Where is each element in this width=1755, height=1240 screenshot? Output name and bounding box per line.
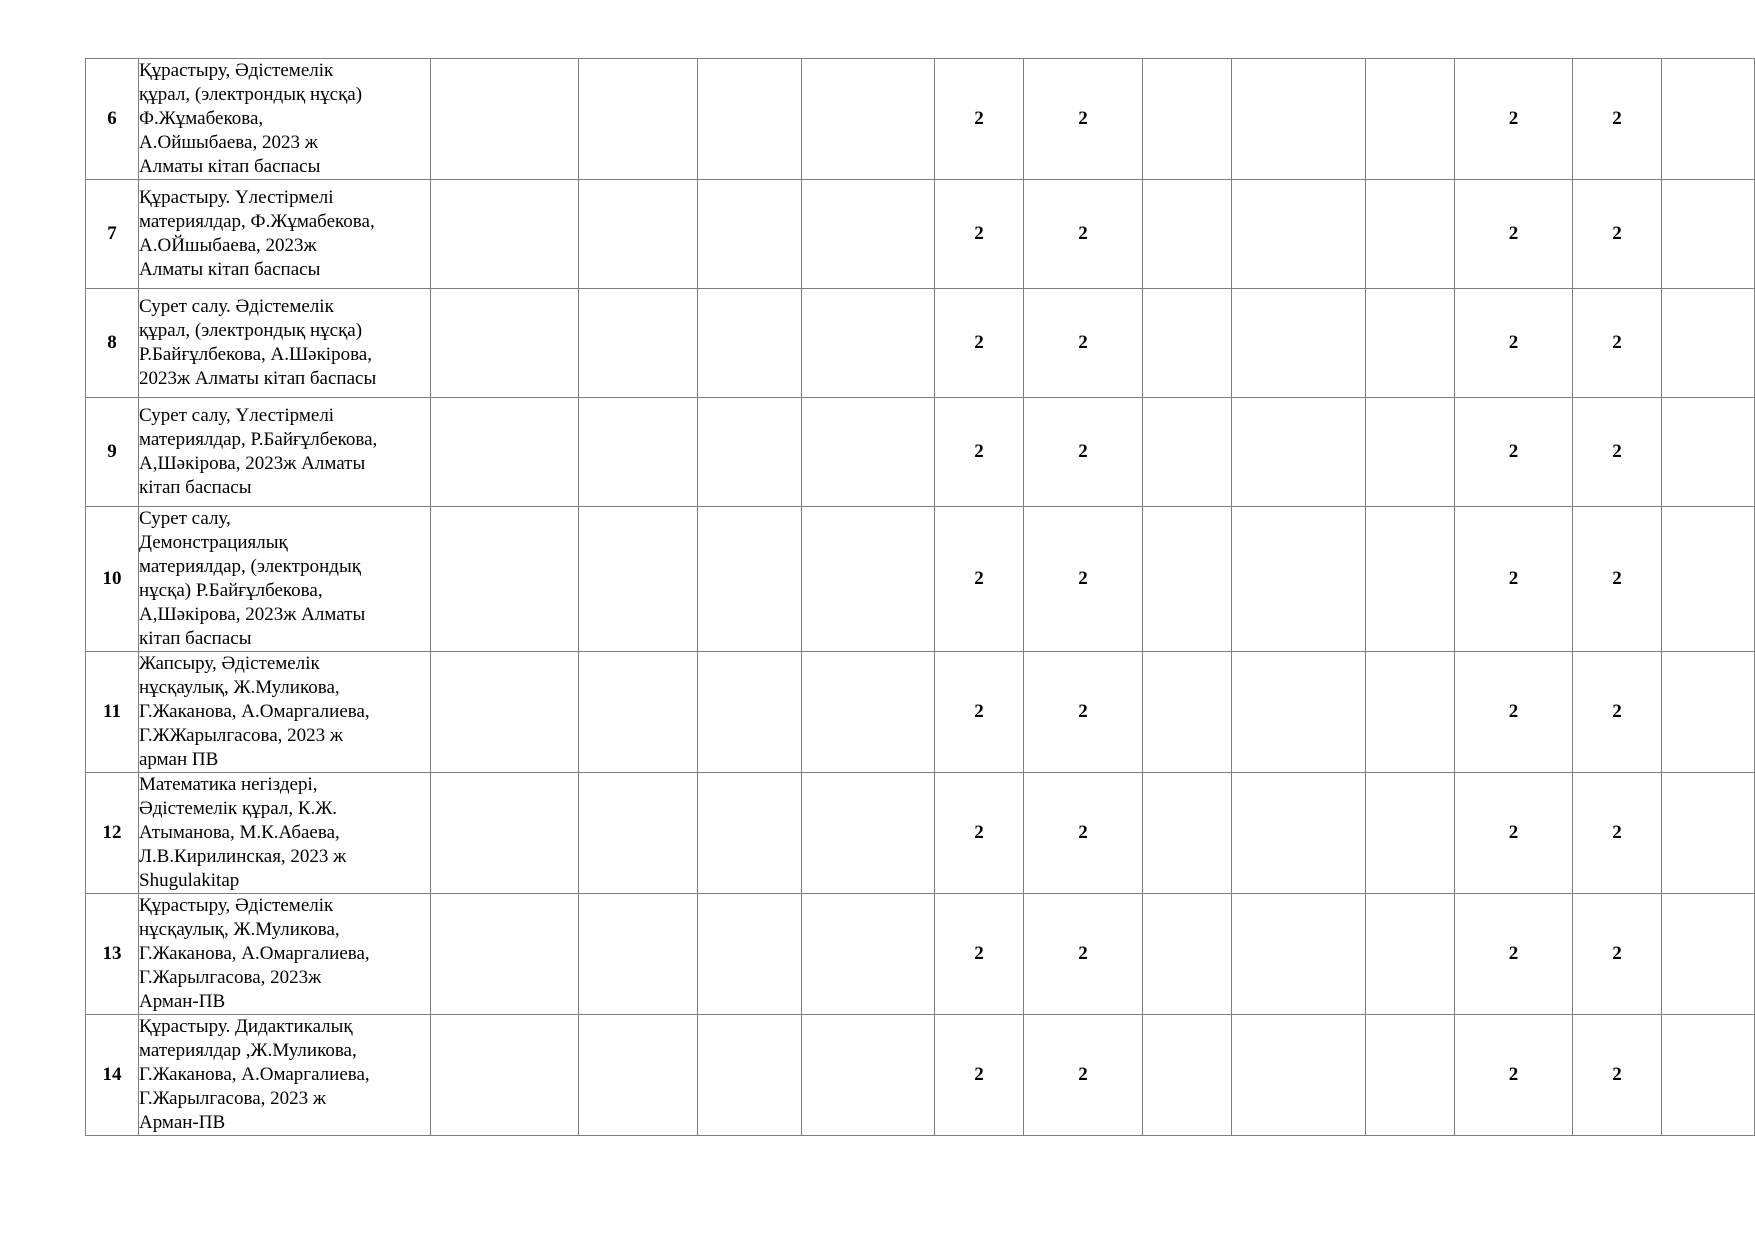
quantity-cell: 2 xyxy=(1455,180,1573,289)
empty-cell xyxy=(802,1015,935,1136)
empty-cell xyxy=(431,894,579,1015)
empty-cell xyxy=(1143,773,1232,894)
empty-cell xyxy=(802,59,935,180)
quantity-cell: 2 xyxy=(1573,894,1662,1015)
empty-cell xyxy=(1232,1015,1366,1136)
empty-cell xyxy=(1366,398,1455,507)
table-row xyxy=(86,59,1755,180)
empty-cell xyxy=(1662,59,1755,180)
empty-cell xyxy=(1143,398,1232,507)
empty-cell xyxy=(1366,59,1455,180)
materials-table xyxy=(85,58,1755,1136)
row-description: Құрастыру, Әдістемелік нұсқаулық, Ж.Муликова, Г.Жаканова, А.Омаргалиева, Г.Жарылгасова, 2023ж Арман-ПВ xyxy=(139,894,431,1015)
empty-cell xyxy=(1143,507,1232,652)
row-description: Құрастыру, Әдістемелік құрал, (электрондық нұсқа) Ф.Жұмабекова, А.Ойшыбаева, 2023 ж Алматы кітап баспасы xyxy=(139,59,431,180)
empty-cell xyxy=(802,289,935,398)
row-description: Сурет салу, Демонстрациялық материялдар, (электрондық нұсқа) Р.Байғұлбекова, А,Шәкірова, 2023ж Алматы кітап баспасы xyxy=(139,507,431,652)
empty-cell xyxy=(1232,507,1366,652)
empty-cell xyxy=(1232,773,1366,894)
row-description: Жапсыру, Әдістемелік нұсқаулық, Ж.Муликова, Г.Жаканова, А.Омаргалиева, Г.ЖЖарылгасова, 2023 ж арман ПВ xyxy=(139,652,431,773)
table-row xyxy=(86,773,1755,894)
empty-cell xyxy=(579,398,698,507)
empty-cell xyxy=(431,507,579,652)
quantity-cell: 2 xyxy=(1024,398,1143,507)
empty-cell xyxy=(1662,652,1755,773)
empty-cell xyxy=(579,1015,698,1136)
quantity-cell: 2 xyxy=(935,59,1024,180)
empty-cell xyxy=(431,59,579,180)
empty-cell xyxy=(1366,652,1455,773)
empty-cell xyxy=(1662,398,1755,507)
empty-cell xyxy=(1143,652,1232,773)
empty-cell xyxy=(1366,894,1455,1015)
row-description: Сурет салу, Үлестірмелі материялдар, Р.Байғұлбекова, А,Шәкірова, 2023ж Алматы кітап баспасы xyxy=(139,398,431,507)
quantity-cell: 2 xyxy=(1024,1015,1143,1136)
table-row xyxy=(86,180,1755,289)
quantity-cell: 2 xyxy=(1573,1015,1662,1136)
empty-cell xyxy=(1232,894,1366,1015)
empty-cell xyxy=(698,773,802,894)
table-row xyxy=(86,1015,1755,1136)
empty-cell xyxy=(698,507,802,652)
empty-cell xyxy=(431,289,579,398)
table-row xyxy=(86,652,1755,773)
empty-cell xyxy=(1143,1015,1232,1136)
quantity-cell: 2 xyxy=(1455,398,1573,507)
empty-cell xyxy=(431,773,579,894)
empty-cell xyxy=(579,180,698,289)
quantity-cell: 2 xyxy=(1573,180,1662,289)
quantity-cell: 2 xyxy=(1573,398,1662,507)
empty-cell xyxy=(802,773,935,894)
table-row xyxy=(86,507,1755,652)
empty-cell xyxy=(1662,773,1755,894)
quantity-cell: 2 xyxy=(935,894,1024,1015)
quantity-cell: 2 xyxy=(935,180,1024,289)
quantity-cell: 2 xyxy=(935,773,1024,894)
quantity-cell: 2 xyxy=(1024,180,1143,289)
quantity-cell: 2 xyxy=(935,1015,1024,1136)
quantity-cell: 2 xyxy=(1455,1015,1573,1136)
empty-cell xyxy=(431,652,579,773)
table-row xyxy=(86,894,1755,1015)
empty-cell xyxy=(802,507,935,652)
empty-cell xyxy=(1366,773,1455,894)
row-description: Сурет салу. Әдістемелік құрал, (электрондық нұсқа) Р.Байғұлбекова, А.Шәкірова, 2023ж Алматы кітап баспасы xyxy=(139,289,431,398)
empty-cell xyxy=(1232,289,1366,398)
row-number: 12 xyxy=(86,773,139,894)
empty-cell xyxy=(698,894,802,1015)
row-number: 8 xyxy=(86,289,139,398)
empty-cell xyxy=(1662,507,1755,652)
empty-cell xyxy=(1232,398,1366,507)
row-description: Құрастыру. Үлестірмелі материялдар, Ф.Жұмабекова, А.ОЙшыбаева, 2023ж Алматы кітап баспасы xyxy=(139,180,431,289)
row-number: 14 xyxy=(86,1015,139,1136)
table-row xyxy=(86,289,1755,398)
empty-cell xyxy=(431,1015,579,1136)
empty-cell xyxy=(1143,894,1232,1015)
quantity-cell: 2 xyxy=(1573,289,1662,398)
empty-cell xyxy=(1662,1015,1755,1136)
quantity-cell: 2 xyxy=(1024,59,1143,180)
quantity-cell: 2 xyxy=(1455,507,1573,652)
row-number: 10 xyxy=(86,507,139,652)
quantity-cell: 2 xyxy=(1024,773,1143,894)
empty-cell xyxy=(1366,507,1455,652)
empty-cell xyxy=(1662,289,1755,398)
row-number: 9 xyxy=(86,398,139,507)
empty-cell xyxy=(698,289,802,398)
empty-cell xyxy=(579,59,698,180)
row-description: Құрастыру. Дидактикалық материялдар ,Ж.Муликова, Г.Жаканова, А.Омаргалиева, Г.Жарылгасова, 2023 ж Арман-ПВ xyxy=(139,1015,431,1136)
quantity-cell: 2 xyxy=(1455,289,1573,398)
row-number: 7 xyxy=(86,180,139,289)
quantity-cell: 2 xyxy=(1573,773,1662,894)
table-body xyxy=(86,59,1755,1136)
empty-cell xyxy=(431,180,579,289)
quantity-cell: 2 xyxy=(1024,507,1143,652)
empty-cell xyxy=(579,507,698,652)
quantity-cell: 2 xyxy=(1455,59,1573,180)
row-number: 11 xyxy=(86,652,139,773)
empty-cell xyxy=(698,59,802,180)
empty-cell xyxy=(802,894,935,1015)
empty-cell xyxy=(579,894,698,1015)
table-row xyxy=(86,398,1755,507)
empty-cell xyxy=(579,289,698,398)
quantity-cell: 2 xyxy=(1573,507,1662,652)
empty-cell xyxy=(698,1015,802,1136)
empty-cell xyxy=(698,652,802,773)
quantity-cell: 2 xyxy=(935,289,1024,398)
empty-cell xyxy=(1366,180,1455,289)
empty-cell xyxy=(802,398,935,507)
empty-cell xyxy=(1366,289,1455,398)
empty-cell xyxy=(1366,1015,1455,1136)
empty-cell xyxy=(802,652,935,773)
quantity-cell: 2 xyxy=(935,398,1024,507)
empty-cell xyxy=(579,652,698,773)
row-description: Математика негіздері, Әдістемелік құрал, К.Ж. Атыманова, М.К.Абаева, Л.В.Кирилинская, 2023 ж Shugulakitap xyxy=(139,773,431,894)
empty-cell xyxy=(802,180,935,289)
row-number: 13 xyxy=(86,894,139,1015)
quantity-cell: 2 xyxy=(935,652,1024,773)
empty-cell xyxy=(1143,59,1232,180)
empty-cell xyxy=(698,180,802,289)
quantity-cell: 2 xyxy=(1024,652,1143,773)
empty-cell xyxy=(698,398,802,507)
quantity-cell: 2 xyxy=(935,507,1024,652)
quantity-cell: 2 xyxy=(1573,652,1662,773)
empty-cell xyxy=(1232,180,1366,289)
quantity-cell: 2 xyxy=(1024,289,1143,398)
quantity-cell: 2 xyxy=(1573,59,1662,180)
quantity-cell: 2 xyxy=(1024,894,1143,1015)
empty-cell xyxy=(1143,180,1232,289)
quantity-cell: 2 xyxy=(1455,652,1573,773)
empty-cell xyxy=(1232,652,1366,773)
empty-cell xyxy=(1232,59,1366,180)
empty-cell xyxy=(579,773,698,894)
empty-cell xyxy=(1662,894,1755,1015)
empty-cell xyxy=(1143,289,1232,398)
quantity-cell: 2 xyxy=(1455,773,1573,894)
quantity-cell: 2 xyxy=(1455,894,1573,1015)
row-number: 6 xyxy=(86,59,139,180)
empty-cell xyxy=(431,398,579,507)
empty-cell xyxy=(1662,180,1755,289)
